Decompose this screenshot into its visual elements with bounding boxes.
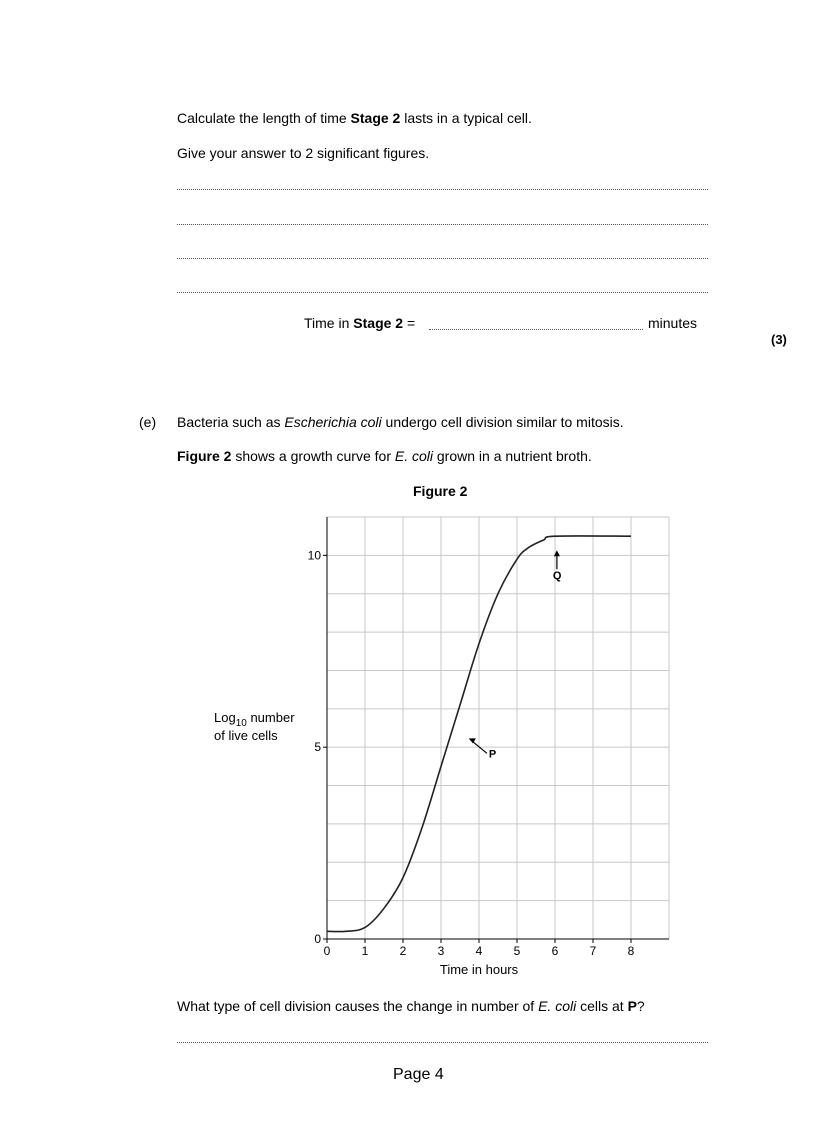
instruction-calculate: Calculate the length of time Stage 2 lasts in a typical cell. <box>177 110 532 126</box>
y-tick-label: 5 <box>314 740 321 755</box>
question-e-cell-division: What type of cell division causes the change in number of E. coli cells at P? <box>177 998 645 1014</box>
marks-label: (3) <box>771 332 787 347</box>
x-tick-label: 0 <box>323 944 331 958</box>
answer-line[interactable] <box>177 224 708 225</box>
answer-unit: minutes <box>648 315 698 331</box>
growth-curve-chart <box>200 505 680 985</box>
x-tick-label: 4 <box>475 944 483 958</box>
answer-line[interactable] <box>177 258 708 259</box>
x-axis-label: Time in hours <box>439 962 519 977</box>
instruction-sig-figs: Give your answer to 2 significant figures. <box>177 145 430 161</box>
annotation-label-p: P <box>488 748 497 761</box>
y-tick-label: 0 <box>314 932 321 946</box>
answer-label: Time in Stage 2 = <box>304 315 416 331</box>
question-label: (e) <box>139 414 157 430</box>
x-tick-label: 6 <box>551 944 559 958</box>
figure-title: Figure 2 <box>413 483 468 499</box>
x-tick-label: 8 <box>627 944 635 958</box>
x-tick-label: 7 <box>589 944 597 958</box>
question-e-figure-ref: Figure 2 shows a growth curve for E. coli grown in a nutrient broth. <box>177 448 592 464</box>
answer-field[interactable] <box>429 329 643 330</box>
x-tick-label: 2 <box>399 944 407 958</box>
answer-line[interactable] <box>177 292 708 293</box>
answer-line[interactable] <box>177 189 708 190</box>
answer-line[interactable] <box>177 1042 708 1043</box>
question-e-intro: Bacteria such as Escherichia coli undergo cell division similar to mitosis. <box>177 414 624 430</box>
y-axis-label-line2: of live cells <box>214 728 278 743</box>
x-tick-label: 1 <box>361 944 369 958</box>
y-tick-label: 10 <box>307 548 321 563</box>
x-tick-label: 3 <box>437 944 445 958</box>
annotation-arrowhead <box>469 738 476 743</box>
y-axis-label: Log$_{10}$ number <box>214 710 295 729</box>
page-number: Page 4 <box>393 1066 444 1083</box>
annotation-label-q: Q <box>552 570 562 583</box>
x-tick-label: 5 <box>513 944 521 958</box>
chart-grid <box>327 517 669 939</box>
